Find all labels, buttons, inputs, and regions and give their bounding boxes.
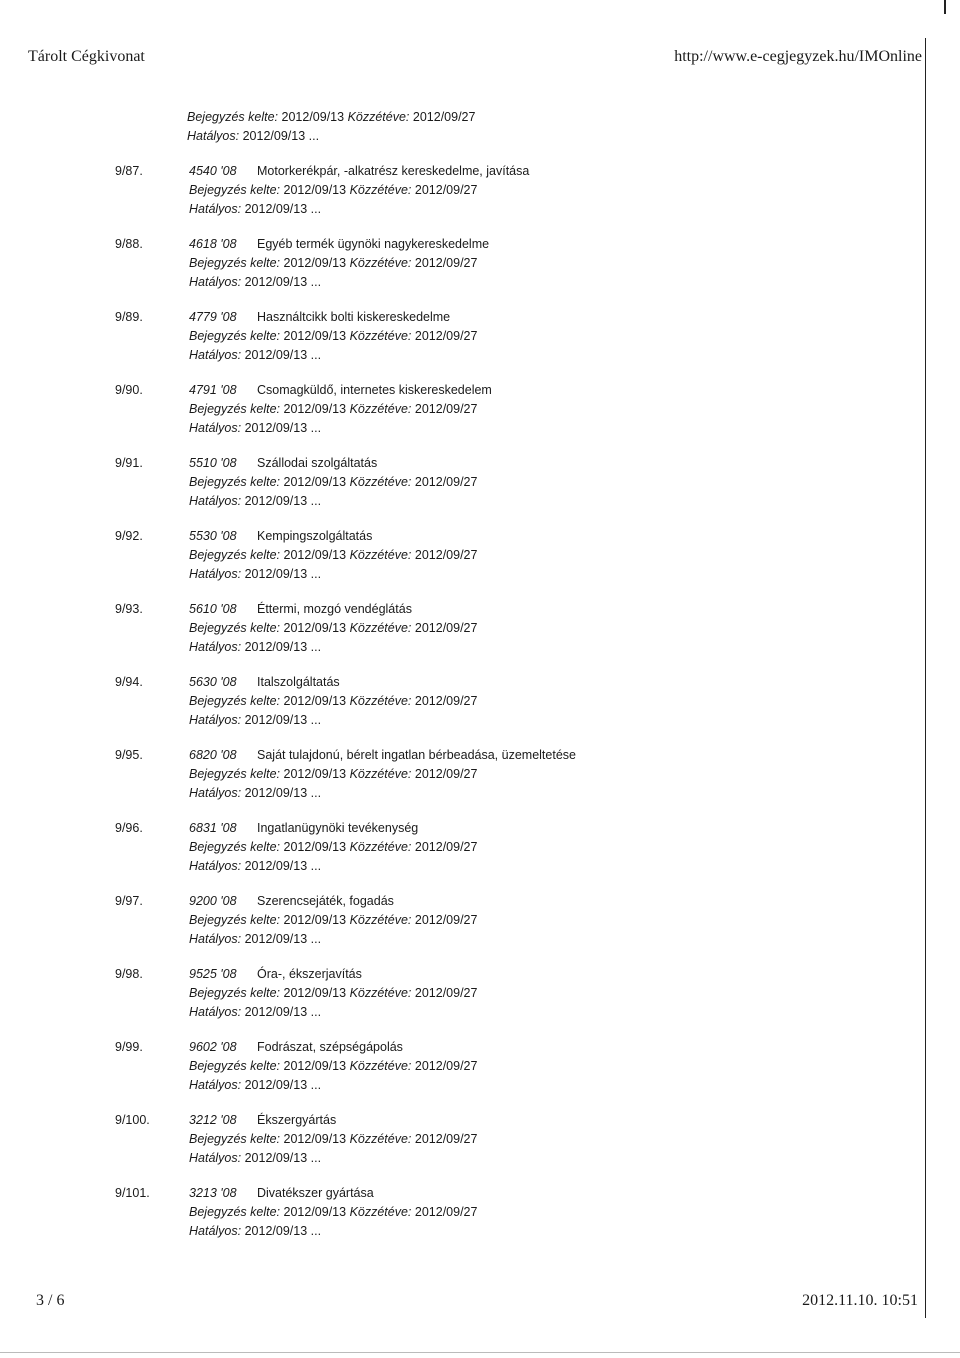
list-item — [0, 235, 900, 305]
hatalyos-value: 2012/09/13 ... — [244, 640, 322, 654]
bejegyzes-kelte-label: Bejegyzés kelte: — [187, 110, 279, 124]
list-item — [0, 746, 900, 816]
hatalyos-label: Hatályos: — [187, 129, 240, 143]
hatalyos-label: Hatályos: — [189, 275, 242, 289]
list-item — [0, 527, 900, 597]
entry-dates-line — [189, 1057, 477, 1076]
activity-description: Fodrászat, szépségápolás — [257, 1040, 403, 1054]
bejegyzes-kelte-value: 2012/09/13 — [283, 475, 347, 489]
list-item — [0, 162, 900, 232]
entry-number: 9/101. — [115, 1186, 150, 1200]
list-item — [0, 819, 900, 889]
entry-hatalyos-line — [189, 1003, 321, 1022]
bejegyzes-kelte-label: Bejegyzés kelte: — [189, 1205, 281, 1219]
kozzeteve-value: 2012/09/27 — [414, 986, 478, 1000]
kozzeteve-label: Közzétéve: — [349, 1132, 412, 1146]
kozzeteve-label: Közzétéve: — [349, 621, 412, 635]
hatalyos-value: 2012/09/13 ... — [244, 1151, 322, 1165]
bejegyzes-kelte-label: Bejegyzés kelte: — [189, 329, 281, 343]
intro-block — [187, 108, 475, 146]
kozzeteve-label: Közzétéve: — [349, 256, 412, 270]
entry-number: 9/93. — [115, 602, 143, 616]
bejegyzes-kelte-value: 2012/09/13 — [283, 986, 347, 1000]
kozzeteve-label: Közzétéve: — [349, 329, 412, 343]
bejegyzes-kelte-label: Bejegyzés kelte: — [189, 183, 281, 197]
activity-code: 5610 '08 — [189, 602, 237, 616]
entry-hatalyos-line — [189, 638, 321, 657]
kozzeteve-value: 2012/09/27 — [414, 913, 478, 927]
kozzeteve-label: Közzétéve: — [349, 475, 412, 489]
bejegyzes-kelte-label: Bejegyzés kelte: — [189, 986, 281, 1000]
print-datetime: 2012.11.10. 10:51 — [802, 1292, 918, 1309]
activity-description: Szerencsejáték, fogadás — [257, 894, 394, 908]
activity-description: Kempingszolgáltatás — [257, 529, 373, 543]
entry-hatalyos-line — [189, 200, 321, 219]
activity-description: Használtcikk bolti kiskereskedelme — [257, 310, 451, 324]
activity-code: 4618 '08 — [189, 237, 237, 251]
bottom-rule — [0, 1352, 960, 1353]
kozzeteve-value: 2012/09/27 — [414, 767, 478, 781]
bejegyzes-kelte-value: 2012/09/13 — [283, 402, 347, 416]
entry-dates-line — [189, 400, 477, 419]
entry-number: 9/98. — [115, 967, 143, 981]
bejegyzes-kelte-value: 2012/09/13 — [283, 1205, 347, 1219]
entry-number: 9/97. — [115, 894, 143, 908]
hatalyos-value: 2012/09/13 ... — [244, 786, 322, 800]
kozzeteve-value: 2012/09/27 — [414, 840, 478, 854]
kozzeteve-label: Közzétéve: — [349, 913, 412, 927]
list-item — [0, 1184, 900, 1254]
activity-code: 6820 '08 — [189, 748, 237, 762]
kozzeteve-value: 2012/09/27 — [414, 1132, 478, 1146]
header-title: Tárolt Cégkivonat — [28, 48, 145, 65]
entry-dates-line — [189, 692, 477, 711]
entry-number: 9/90. — [115, 383, 143, 397]
page-number: 3 / 6 — [36, 1292, 65, 1309]
hatalyos-value: 2012/09/13 ... — [244, 1005, 322, 1019]
entry-number: 9/91. — [115, 456, 143, 470]
bejegyzes-kelte-label: Bejegyzés kelte: — [189, 402, 281, 416]
kozzeteve-label: Közzétéve: — [349, 183, 412, 197]
hatalyos-value: 2012/09/13 ... — [244, 348, 322, 362]
activity-description: Egyéb termék ügynöki nagykereskedelme — [257, 237, 490, 251]
entry-number: 9/87. — [115, 164, 143, 178]
bejegyzes-kelte-label: Bejegyzés kelte: — [189, 1059, 281, 1073]
activity-code: 5530 '08 — [189, 529, 237, 543]
entry-hatalyos-line — [189, 273, 321, 292]
entry-dates-line — [189, 473, 477, 492]
list-item — [0, 600, 900, 670]
bejegyzes-kelte-label: Bejegyzés kelte: — [189, 1132, 281, 1146]
entry-hatalyos-line — [189, 930, 321, 949]
hatalyos-label: Hatályos: — [189, 421, 242, 435]
kozzeteve-label: Közzétéve: — [349, 548, 412, 562]
activity-code: 3212 '08 — [189, 1113, 237, 1127]
hatalyos-label: Hatályos: — [189, 1151, 242, 1165]
activity-code: 9200 '08 — [189, 894, 237, 908]
activity-description: Csomagküldő, internetes kiskereskedelem — [257, 383, 492, 397]
bejegyzes-kelte-value: 2012/09/13 — [283, 621, 347, 635]
hatalyos-label: Hatályos: — [189, 640, 242, 654]
activity-code: 9525 '08 — [189, 967, 237, 981]
bejegyzes-kelte-value: 2012/09/13 — [283, 256, 347, 270]
hatalyos-label: Hatályos: — [189, 202, 242, 216]
intro-line-dates — [187, 108, 475, 127]
entry-number: 9/96. — [115, 821, 143, 835]
activity-description: Italszolgáltatás — [257, 675, 340, 689]
bejegyzes-kelte-value: 2012/09/13 — [281, 110, 345, 124]
hatalyos-label: Hatályos: — [189, 932, 242, 946]
entry-dates-line — [189, 984, 477, 1003]
bejegyzes-kelte-value: 2012/09/13 — [283, 840, 347, 854]
entry-dates-line — [189, 619, 477, 638]
kozzeteve-label: Közzétéve: — [349, 694, 412, 708]
entry-number: 9/89. — [115, 310, 143, 324]
hatalyos-value: 2012/09/13 ... — [244, 567, 322, 581]
activity-description: Saját tulajdonú, bérelt ingatlan bérbeadása, üzemeltetése — [257, 748, 576, 762]
kozzeteve-label: Közzétéve: — [349, 1205, 412, 1219]
hatalyos-value: 2012/09/13 ... — [244, 494, 322, 508]
bejegyzes-kelte-label: Bejegyzés kelte: — [189, 621, 281, 635]
entry-hatalyos-line — [189, 784, 321, 803]
activity-description: Ingatlanügynöki tevékenység — [257, 821, 419, 835]
entry-number: 9/92. — [115, 529, 143, 543]
kozzeteve-value: 2012/09/27 — [414, 694, 478, 708]
kozzeteve-label: Közzétéve: — [349, 840, 412, 854]
list-item — [0, 1038, 900, 1108]
hatalyos-value: 2012/09/13 ... — [244, 1078, 322, 1092]
entry-dates-line — [189, 765, 477, 784]
kozzeteve-value: 2012/09/27 — [414, 621, 478, 635]
bejegyzes-kelte-label: Bejegyzés kelte: — [189, 840, 281, 854]
hatalyos-value: 2012/09/13 ... — [244, 1224, 322, 1238]
page-footer — [36, 1292, 918, 1314]
bejegyzes-kelte-label: Bejegyzés kelte: — [189, 475, 281, 489]
page-header — [28, 48, 922, 72]
entry-dates-line — [189, 911, 477, 930]
entry-number: 9/88. — [115, 237, 143, 251]
entry-dates-line — [189, 181, 477, 200]
bejegyzes-kelte-label: Bejegyzés kelte: — [189, 548, 281, 562]
hatalyos-label: Hatályos: — [189, 786, 242, 800]
activity-description: Óra-, ékszerjavítás — [257, 967, 362, 981]
bejegyzes-kelte-value: 2012/09/13 — [283, 767, 347, 781]
entry-hatalyos-line — [189, 346, 321, 365]
bejegyzes-kelte-value: 2012/09/13 — [283, 183, 347, 197]
activity-description: Motorkerékpár, -alkatrész kereskedelme, javítása — [257, 164, 530, 178]
hatalyos-value: 2012/09/13 ... — [244, 421, 322, 435]
entry-hatalyos-line — [189, 711, 321, 730]
activity-description: Ékszergyártás — [257, 1113, 337, 1127]
list-item — [0, 308, 900, 378]
entry-number: 9/95. — [115, 748, 143, 762]
entry-hatalyos-line — [189, 419, 321, 438]
bejegyzes-kelte-value: 2012/09/13 — [283, 913, 347, 927]
hatalyos-label: Hatályos: — [189, 494, 242, 508]
entry-dates-line — [189, 546, 477, 565]
intro-line-hatalyos — [187, 127, 475, 146]
kozzeteve-label: Közzétéve: — [349, 986, 412, 1000]
bejegyzes-kelte-value: 2012/09/13 — [283, 694, 347, 708]
kozzeteve-value: 2012/09/27 — [414, 402, 478, 416]
entry-number: 9/100. — [115, 1113, 150, 1127]
hatalyos-value: 2012/09/13 ... — [242, 129, 320, 143]
activity-code: 4791 '08 — [189, 383, 237, 397]
activity-code: 6831 '08 — [189, 821, 237, 835]
kozzeteve-value: 2012/09/27 — [414, 329, 478, 343]
entry-dates-line — [189, 838, 477, 857]
kozzeteve-value: 2012/09/27 — [412, 110, 476, 124]
entry-dates-line — [189, 327, 477, 346]
kozzeteve-value: 2012/09/27 — [414, 1059, 478, 1073]
hatalyos-label: Hatályos: — [189, 859, 242, 873]
hatalyos-label: Hatályos: — [189, 713, 242, 727]
entry-number: 9/99. — [115, 1040, 143, 1054]
entry-hatalyos-line — [189, 1149, 321, 1168]
hatalyos-label: Hatályos: — [189, 348, 242, 362]
scan-edge-mark — [944, 0, 946, 14]
bejegyzes-kelte-label: Bejegyzés kelte: — [189, 913, 281, 927]
kozzeteve-value: 2012/09/27 — [414, 183, 478, 197]
list-item — [0, 381, 900, 451]
entry-hatalyos-line — [189, 565, 321, 584]
entry-hatalyos-line — [189, 1076, 321, 1095]
hatalyos-label: Hatályos: — [189, 567, 242, 581]
hatalyos-value: 2012/09/13 ... — [244, 932, 322, 946]
hatalyos-label: Hatályos: — [189, 1078, 242, 1092]
hatalyos-value: 2012/09/13 ... — [244, 202, 322, 216]
activity-code: 5630 '08 — [189, 675, 237, 689]
bejegyzes-kelte-value: 2012/09/13 — [283, 329, 347, 343]
hatalyos-label: Hatályos: — [189, 1005, 242, 1019]
activity-description: Divatékszer gyártása — [257, 1186, 374, 1200]
header-url[interactable]: http://www.e-cegjegyzek.hu/IMOnline — [674, 48, 922, 65]
list-item — [0, 454, 900, 524]
hatalyos-value: 2012/09/13 ... — [244, 859, 322, 873]
bejegyzes-kelte-value: 2012/09/13 — [283, 1132, 347, 1146]
activity-code: 3213 '08 — [189, 1186, 237, 1200]
activity-code: 4779 '08 — [189, 310, 237, 324]
activity-description: Éttermi, mozgó vendéglátás — [257, 602, 412, 616]
activity-code: 5510 '08 — [189, 456, 237, 470]
bejegyzes-kelte-value: 2012/09/13 — [283, 1059, 347, 1073]
list-item — [0, 965, 900, 1035]
bejegyzes-kelte-value: 2012/09/13 — [283, 548, 347, 562]
activity-code: 4540 '08 — [189, 164, 237, 178]
entry-hatalyos-line — [189, 857, 321, 876]
list-item — [0, 1111, 900, 1181]
hatalyos-label: Hatályos: — [189, 1224, 242, 1238]
entry-hatalyos-line — [189, 492, 321, 511]
bejegyzes-kelte-label: Bejegyzés kelte: — [189, 256, 281, 270]
entry-dates-line — [189, 254, 477, 273]
kozzeteve-label: Közzétéve: — [349, 402, 412, 416]
entry-hatalyos-line — [189, 1222, 321, 1241]
right-margin-rule — [925, 38, 926, 1318]
list-item — [0, 892, 900, 962]
bejegyzes-kelte-label: Bejegyzés kelte: — [189, 694, 281, 708]
kozzeteve-value: 2012/09/27 — [414, 1205, 478, 1219]
kozzeteve-label: Közzétéve: — [349, 1059, 412, 1073]
kozzeteve-value: 2012/09/27 — [414, 548, 478, 562]
hatalyos-value: 2012/09/13 ... — [244, 275, 322, 289]
kozzeteve-value: 2012/09/27 — [414, 256, 478, 270]
kozzeteve-label: Közzétéve: — [347, 110, 410, 124]
bejegyzes-kelte-label: Bejegyzés kelte: — [189, 767, 281, 781]
hatalyos-value: 2012/09/13 ... — [244, 713, 322, 727]
activity-description: Szállodai szolgáltatás — [257, 456, 378, 470]
entry-number: 9/94. — [115, 675, 143, 689]
activity-code: 9602 '08 — [189, 1040, 237, 1054]
kozzeteve-label: Közzétéve: — [349, 767, 412, 781]
list-item — [0, 673, 900, 743]
kozzeteve-value: 2012/09/27 — [414, 475, 478, 489]
entry-dates-line — [189, 1203, 477, 1222]
entry-dates-line — [189, 1130, 477, 1149]
